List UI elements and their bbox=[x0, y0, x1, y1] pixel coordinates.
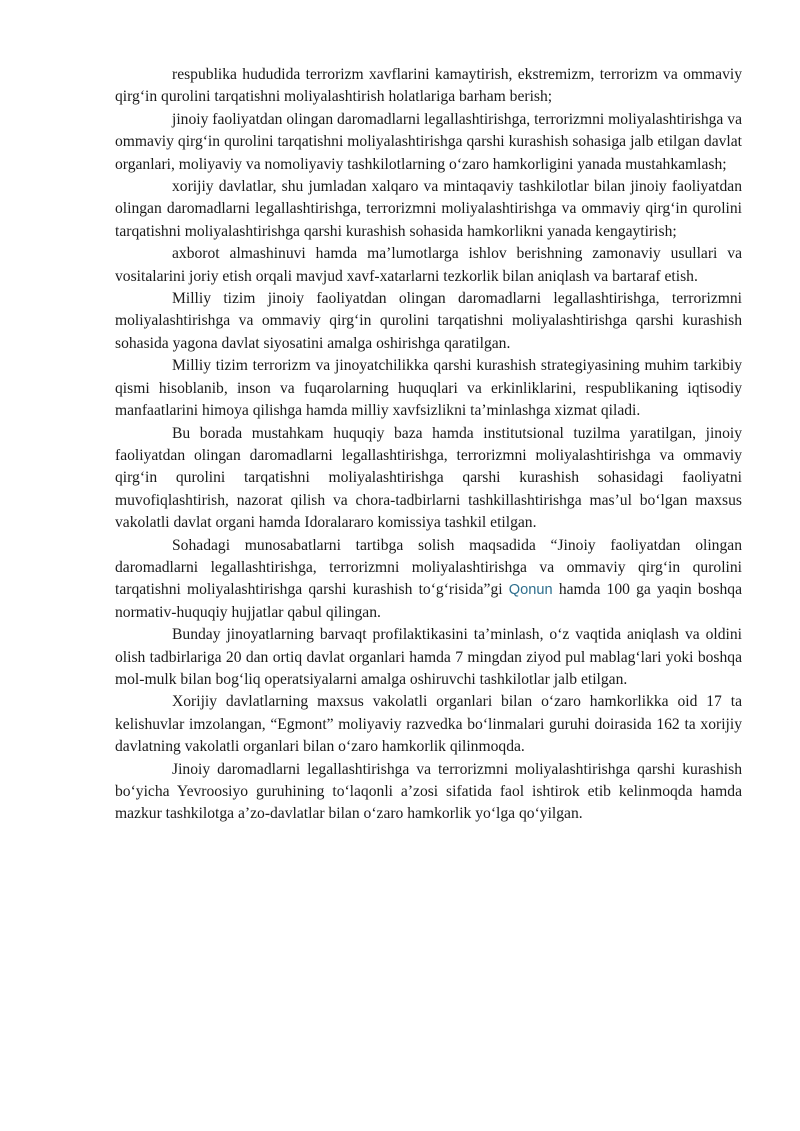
paragraph-8 bbox=[115, 535, 742, 625]
paragraph-5: Milliy tizim jinoiy faoliyatdan olingan daromadlarni legallashtirishga, terrorizmni moliyalashtirishga va ommaviy qirg‘in qurolini tarqatishni moliyalashtirishga qarshi kurashish sohasida yagona davlat siyosatini amalga oshirishga qaratilgan. bbox=[115, 290, 742, 352]
document-page bbox=[115, 64, 742, 826]
paragraph-1: respublika hududida terrorizm xavflarini kamaytirish, ekstremizm, terrorizm va ommaviy qirg‘in qurolini tarqatishni moliyalashtirish holatlariga barham berish; bbox=[115, 66, 742, 106]
paragraph-6: Milliy tizim terrorizm va jinoyatchilikka qarshi kurashish strategiyasining muhim tarkibiy qismi hisoblanib, inson va fuqarolarning huquqlari va erkinliklarini, respublikaning iqtisodiy manfaatlarini himoya qilishga hamda milliy xavfsizlikni ta’minlashga xizmat qiladi. bbox=[115, 357, 742, 420]
paragraph-7: Bu borada mustahkam huquqiy baza hamda institutsional tuzilma yaratilgan, jinoiy faoliyatdan olingan daromadlarni legallashtirishga, terrorizmni moliyalashtirishga va ommaviy qirg‘in qurolini tarqatishni moliyalashtirishga qarshi kurashish sohasidagi faoliyatni muvofiqlashtirish, nazorat qilish va chora-tadbirlarni tashkillashtirishga mas’ul bo‘lgan maxsus vakolatli davlat organi hamda Idoralararo komissiya tashkil etilgan. bbox=[115, 424, 742, 532]
paragraph-9: Bunday jinoyatlarning barvaqt profilaktikasini ta’minlash, o‘z vaqtida aniqlash va oldini olish tadbirlariga 20 dan ortiq davlat organlari hamda 7 mingdan ziyod pul mablag‘lari yoki boshqa mol-mulk bilan bog‘liq operatsiyalarni amalga oshiruvchi tashkilotlar jalb etilgan. bbox=[115, 626, 742, 688]
paragraph-8-text-after: hamda 100 ga yaqin boshqa normativ-huquqiy hujjatlar qabul qilingan. bbox=[115, 581, 743, 621]
paragraph-3: xorijiy davlatlar, shu jumladan xalqaro va mintaqaviy tashkilotlar bilan jinoiy faoliyatdan olingan daromadlarni legallashtirishga, terrorizmni moliyalashtirishga va ommaviy qirg‘in qurolini tarqatishni moliyalashtirishga qarshi kurashish sohasida hamkorlikni yanada kengaytirish; bbox=[115, 178, 742, 240]
qonun-link[interactable]: Qonun bbox=[508, 582, 553, 599]
paragraph-2: jinoiy faoliyatdan olingan daromadlarni legallashtirishga, terrorizmni moliyalashtirishga va ommaviy qirg‘in qurolini tarqatishni moliyalashtirishga qarshi kurashish sohasiga jalb etilgan davlat organlari, moliyaviy va nomoliyaviy tashkilotlarning o‘zaro hamkorligini yanada mustahkamlash; bbox=[115, 110, 742, 173]
paragraph-4: axborot almashinuvi hamda ma’lumotlarga ishlov berishning zamonaviy usullari va vositalarini joriy etish orqali mavjud xavf-xatarlarni tezkorlik bilan aniqlash va bartaraf etish. bbox=[115, 245, 742, 285]
paragraph-10: Xorijiy davlatlarning maxsus vakolatli organlari bilan o‘zaro hamkorlikka oid 17 ta kelishuvlar imzolangan, “Egmont” moliyaviy razvedka bo‘linmalari guruhi doirasida 162 ta xorijiy davlatning vakolatli organlari bilan o‘zaro hamkorlik qilinmoqda. bbox=[115, 693, 742, 756]
paragraph-11: Jinoiy daromadlarni legallashtirishga va terrorizmni moliyalashtirishga qarshi kurashish bo‘yicha Yevroosiyo guruhining to‘laqonli a’zosi sifatida faol ishtirok etib kelinmoqda hamda mazkur tashkilotga a’zo-davlatlar bilan o‘zaro hamkorlik yo‘lga qo‘yilgan. bbox=[115, 760, 742, 823]
paragraph-8-text-before: Sohadagi munosabatlarni tartibga solish maqsadida “Jinoiy faoliyatdan olingan daromadlarni legallashtirishga, terrorizmni moliyalashtirishga va ommaviy qirg‘in qurolini tarqatishni moliyalashtirishga qarshi kurashish to‘g‘risida”gi bbox=[115, 536, 742, 599]
